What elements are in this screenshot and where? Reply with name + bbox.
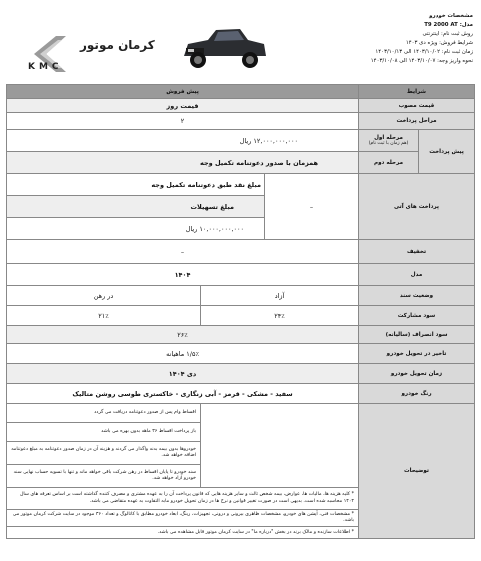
loan-amount: ۱۰,۰۰۰,۰۰۰,۰۰۰ ریال bbox=[7, 218, 265, 240]
future-payment-cash: مبلغ نقد طبق دعوتنامه تکمیل وجه bbox=[7, 174, 265, 196]
future-payment-loan: مبلغ تسهیلات bbox=[7, 196, 265, 218]
stage2-value: همزمان با صدور دعوتنامه تکمیل وجه bbox=[7, 152, 359, 174]
delivery-delay-label: تاخیر در تحویل خودرو bbox=[359, 344, 475, 364]
notes-right-blank bbox=[201, 404, 359, 488]
car-model: مدل: T9 2000 AT bbox=[424, 22, 473, 28]
stage1-title: مرحله اول bbox=[374, 135, 403, 141]
stage1-label bbox=[359, 130, 419, 152]
delivery-delay-value: ۱/۵٪ ماهیانه bbox=[7, 344, 359, 364]
brand-name: کرمان موتور bbox=[80, 38, 155, 52]
profit-free: ۲۴٪ bbox=[201, 306, 359, 326]
registration-method: روش ثبت نام: اینترنتی bbox=[422, 31, 473, 37]
stages-value: ۲ bbox=[7, 113, 359, 130]
discount-label: تخفیف bbox=[359, 240, 475, 264]
stage2-label: مرحله دوم bbox=[359, 152, 419, 174]
deposit-time: نحوه واریز وجه: ۱۴۰۳/۱۰/۰۷ الی ۱۴۰۳/۱۰/۰۸ bbox=[370, 58, 473, 64]
note-1: اقساط وام پس از صدور دعوتنامه دریافت می گردد bbox=[7, 404, 201, 423]
note-7: * اطلاعات سازنده و مالک برند در بخش "درباره ما" در سایت کرمان موتور قابل مشاهده می باشد. bbox=[7, 527, 359, 539]
profit-mortgage: ۲۱٪ bbox=[7, 306, 201, 326]
sales-conditions-table bbox=[6, 84, 475, 539]
discount-value: – bbox=[7, 240, 359, 264]
registration-time: زمان ثبت نام: ۱۴۰۳/۱۰/۰۲ الی ۱۴۰۳/۱۰/۱۳ bbox=[375, 49, 473, 55]
prepay-label: پیش پرداخت bbox=[419, 130, 475, 174]
car-image bbox=[178, 22, 270, 74]
note-3: خودروها بدون بیمه بدنه واگذار می گردند و هزینه آن در زمان صدور دعوتنامه به مبلغ دعوتنامه اضافه خواهد شد. bbox=[7, 442, 201, 465]
col-header-conditions: شرایط bbox=[359, 85, 475, 99]
status-free: آزاد bbox=[201, 286, 359, 306]
note-2: باز پرداخت اقساط ۳۶ ماهه بدون بهره می باشد bbox=[7, 423, 201, 442]
note-4: سند خودرو تا پایان اقساط در رهن شرکت باقی خواهد ماند و تنها با تسویه حساب نهایی سند خودرو آزاد خواهد شد. bbox=[7, 465, 201, 488]
stage1-subtitle: (هم زمان با ثبت نام) bbox=[368, 141, 409, 146]
sales-type: شرایط فروش: ویژه دی ۱۴۰۳ bbox=[405, 40, 473, 46]
price-label: قیمت مصوب bbox=[359, 99, 475, 113]
future-payments-dash: – bbox=[265, 174, 359, 240]
cancellation-profit-value: ۲۶٪ bbox=[7, 326, 359, 344]
note-6: * مشخصات فنی، آپشن های خودرو، مشخصات ظاهری بیرونی و درونی، تجهیزات، رینگ، ابعاد خودرو مطابق با کاتالوگ و تعداد ۳۶۰ موجود در سایت شرکت کرمان موتور می باشد. bbox=[7, 510, 359, 527]
stage1-value: ۱۲,۰۰۰,۰۰۰,۰۰۰ ریال bbox=[7, 130, 359, 152]
future-payments-label: پرداخت های آتی bbox=[359, 174, 475, 240]
document-status-label: وضعیت سند bbox=[359, 286, 475, 306]
color-label: رنگ خودرو bbox=[359, 384, 475, 404]
cancellation-profit-label: سود انصراف (سالیانه) bbox=[359, 326, 475, 344]
col-header-presale: پیش فروش bbox=[7, 85, 359, 99]
price-value: قیمت روز bbox=[7, 99, 359, 113]
stages-label: مراحل پرداخت bbox=[359, 113, 475, 130]
delivery-time-label: زمان تحویل خودرو bbox=[359, 364, 475, 384]
brand-latin: KMC bbox=[28, 62, 63, 72]
car-specs bbox=[333, 12, 473, 66]
year-label: مدل bbox=[359, 264, 475, 286]
year-value: ۱۴۰۴ bbox=[7, 264, 359, 286]
note-5: * کلیه هزینه ها، مالیات ها، عوارض، بیمه شخص ثالث و سایر هزینه هایی که قانون پرداخت آن را به عهده مشتری و مصرف کننده گذاشته است بر اساس تعرفه های سال ۱۴۰۴ محاسبه شده است. بدیهی است در صورت تغییر قوانین و نرخ ها در زمان تحویل خودرو مابه التفاوت به عهده متقاضی می باشد. bbox=[7, 488, 359, 510]
notes-label: توضیحات bbox=[359, 404, 475, 539]
profit-label: سود مشارکت bbox=[359, 306, 475, 326]
color-value: سفید - مشکی - قرمز - آبی زنگاری - خاکستری طوسی روشن متالیک bbox=[7, 384, 359, 404]
specs-title: مشخصات خودرو bbox=[429, 13, 473, 19]
status-mortgage: در رهن bbox=[7, 286, 201, 306]
delivery-time-value: دی ۱۴۰۴ bbox=[7, 364, 359, 384]
